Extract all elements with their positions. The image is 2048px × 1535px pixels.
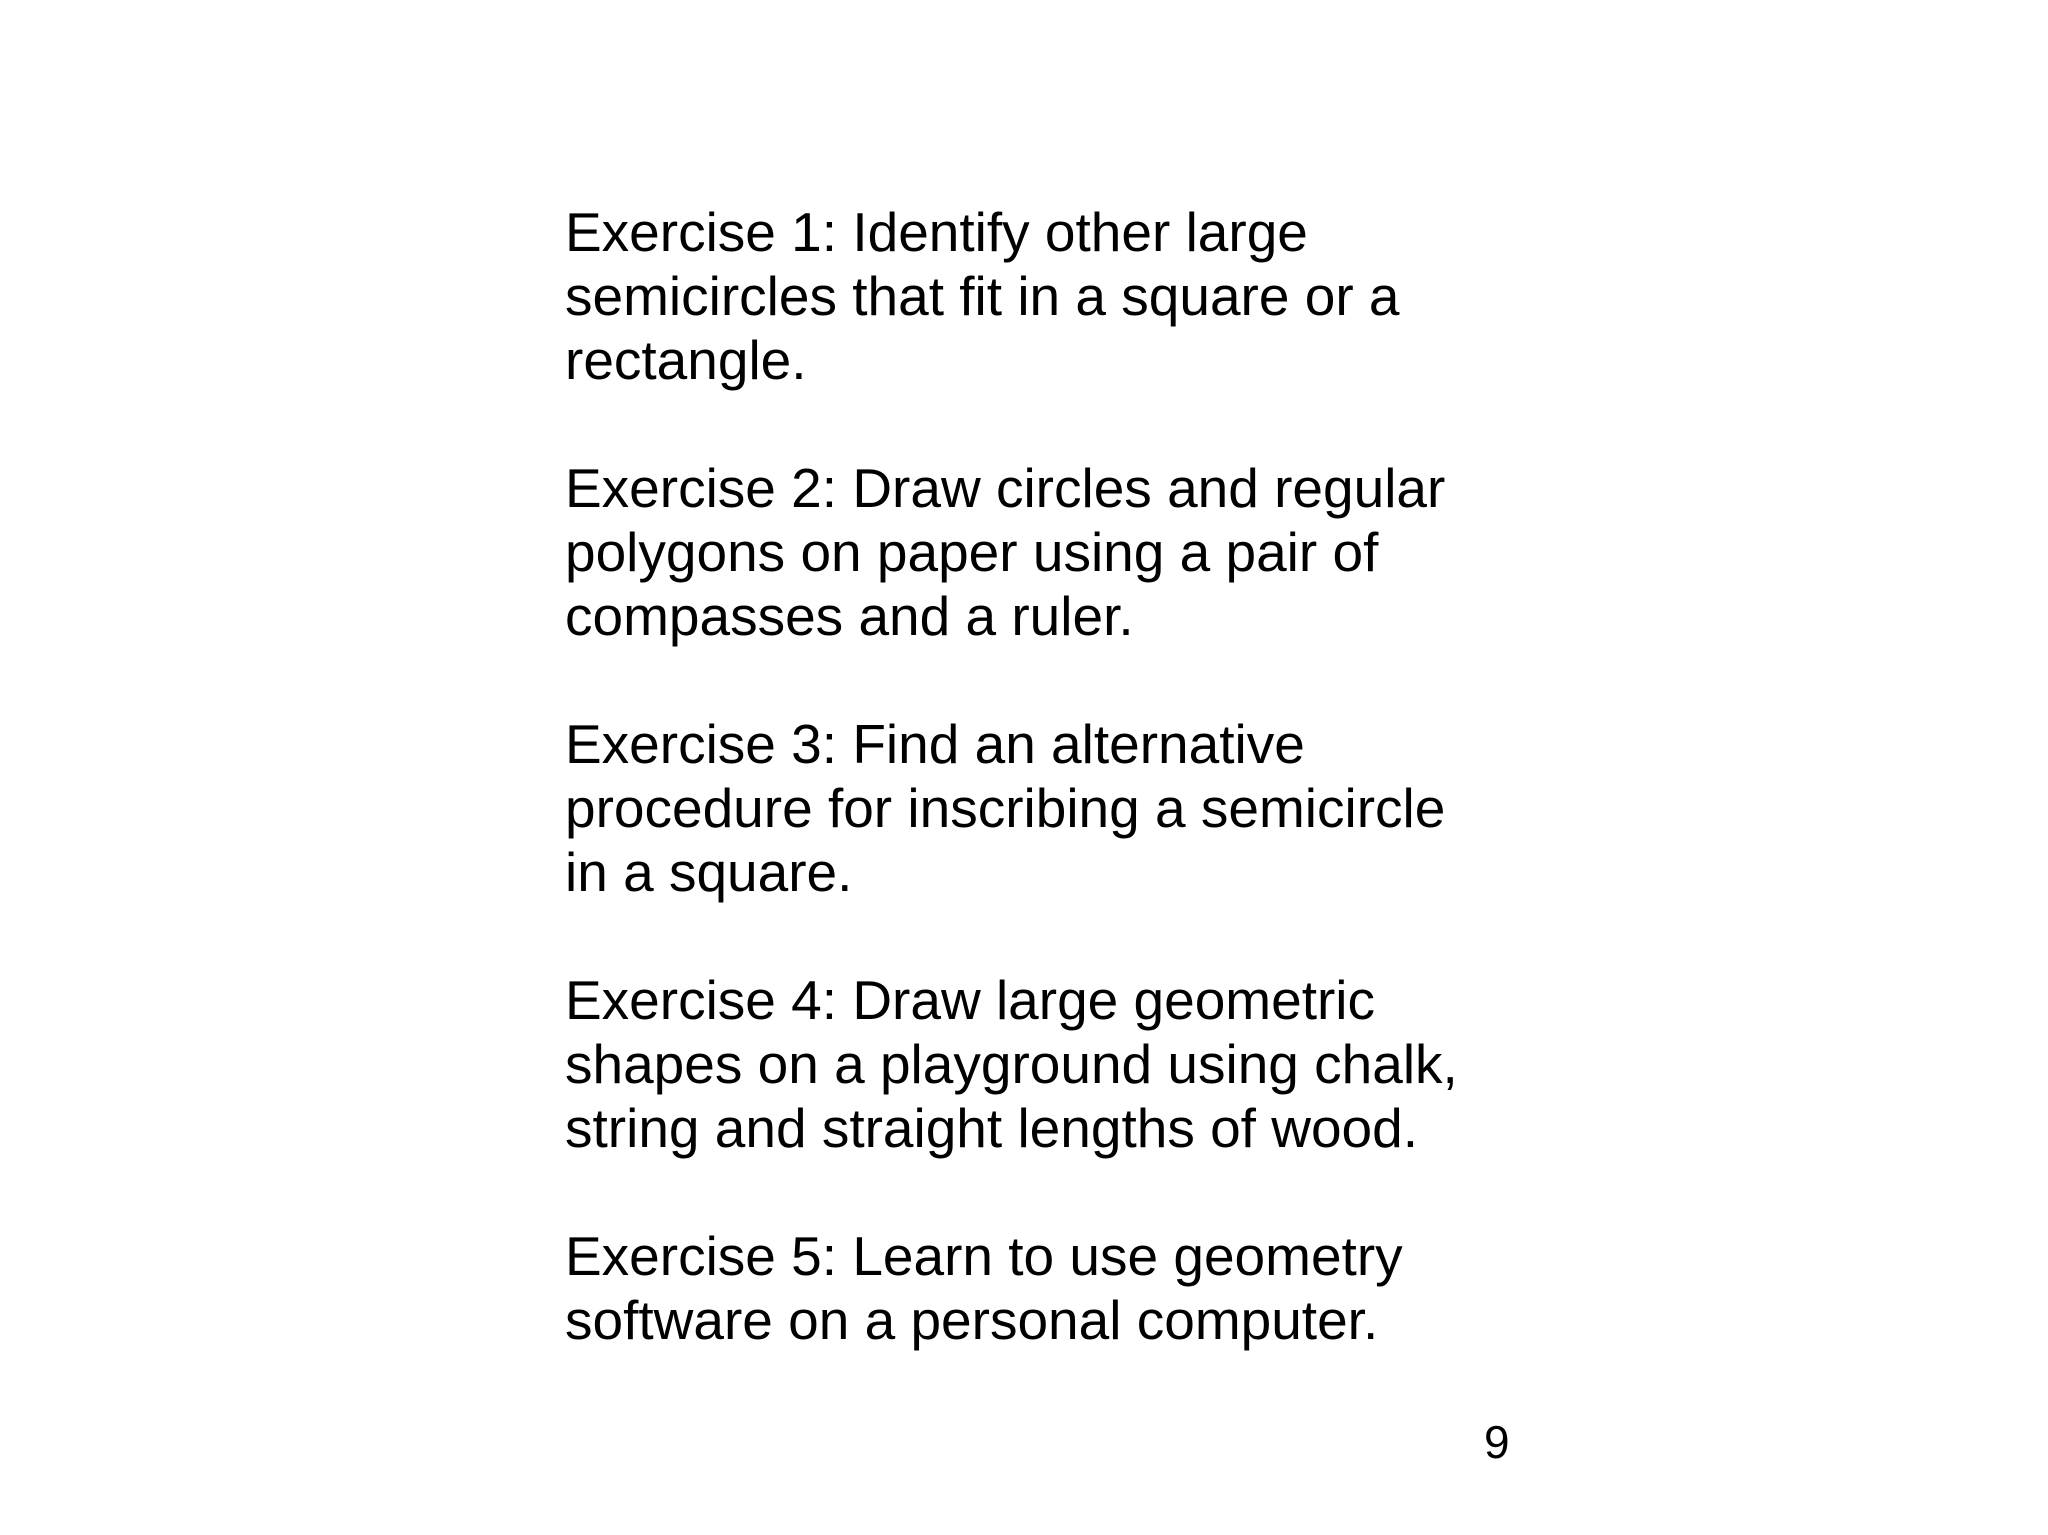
exercise-1-line-1: Exercise 1: Identify other large	[565, 201, 1308, 263]
exercise-1-line-2: semicircles that fit in a square or a	[565, 265, 1400, 327]
exercise-1-line-3: rectangle.	[565, 329, 807, 391]
exercise-2-line-2: polygons on paper using a pair of	[565, 521, 1379, 583]
exercise-4-line-2: shapes on a playground using chalk,	[565, 1033, 1458, 1095]
exercise-3-line-3: in a square.	[565, 841, 853, 903]
exercise-4-line-3: string and straight lengths of wood.	[565, 1097, 1419, 1159]
exercise-list	[565, 200, 1525, 1416]
exercise-2	[565, 456, 1525, 648]
page-number: 9	[1484, 1416, 1510, 1468]
exercise-3-line-1: Exercise 3: Find an alternative	[565, 713, 1305, 775]
exercise-4-line-1: Exercise 4: Draw large geometric	[565, 969, 1376, 1031]
exercise-5	[565, 1224, 1525, 1352]
exercise-5-line-1: Exercise 5: Learn to use geometry	[565, 1225, 1403, 1287]
exercise-1	[565, 200, 1525, 392]
exercise-4	[565, 968, 1525, 1160]
exercise-2-line-1: Exercise 2: Draw circles and regular	[565, 457, 1446, 519]
exercise-3	[565, 712, 1525, 904]
exercise-5-line-2: software on a personal computer.	[565, 1289, 1379, 1351]
exercise-2-line-3: compasses and a ruler.	[565, 585, 1134, 647]
exercise-3-line-2: procedure for inscribing a semicircle	[565, 777, 1446, 839]
